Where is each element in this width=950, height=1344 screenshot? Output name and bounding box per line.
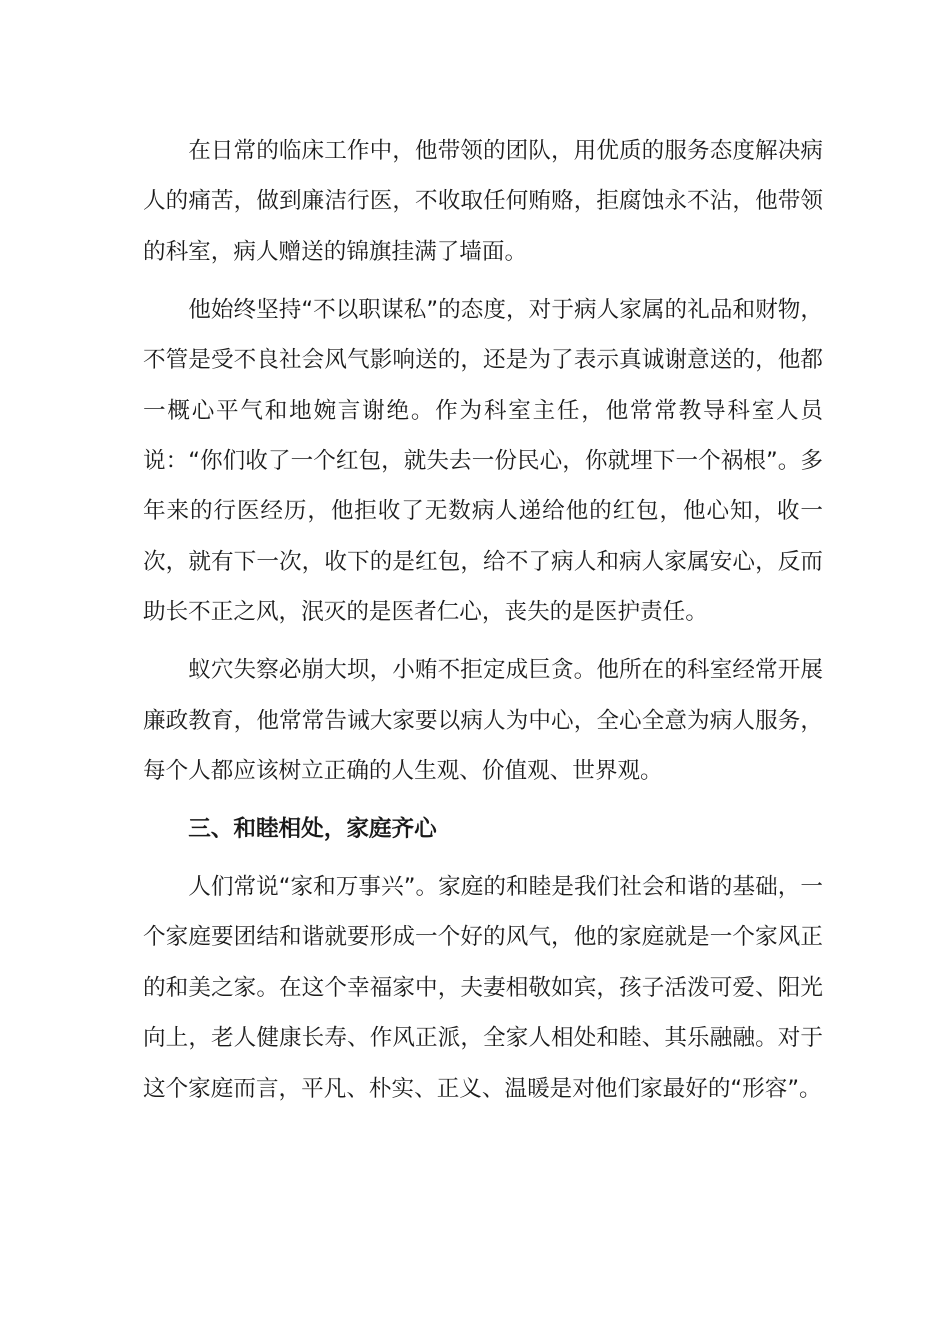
paragraph-integrity-education: 蚁穴失察必崩大坝，小贿不拒定成巨贪。他所在的科室经常开展廉政教育，他常常告诫大家要以病人为中心，全心全意为病人服务，每个人都应该树立正确的人生观、价值观、世界观。 [143, 657, 823, 785]
paragraph-family-harmony: 人们常说“家和万事兴”。家庭的和睦是我们社会和谐的基础，一个家庭要团结和谐就要形成一个好的风气，他的家庭就是一个家风正的和美之家。在这个幸福家中，夫妻相敬如宾，孩子活泼可爱、阳光向上，老人健康长寿、作风正派，全家人相处和睦、其乐融融。对于这个家庭而言，平凡、朴实、正义、温暖是对他们家最好的“形容”。 [143, 874, 823, 1102]
section-heading: 三、和睦相处，家庭齐心 [188, 816, 437, 843]
document-body [143, 126, 823, 1122]
paragraph-integrity-attitude: 他始终坚持“不以职谋私”的态度，对于病人家属的礼品和财物，不管是受不良社会风气影响送的，还是为了表示真诚谢意送的，他都一概心平气和地婉言谢绝。作为科室主任，他常常教导科室人员说：“你们收了一个红包，就失去一份民心，你就埋下一个祸根”。多年来的行医经历，他拒收了无数病人递给他的红包，他心知，收一次，就有下一次，收下的是红包，给不了病人和病人家属安心，反而助长不正之风，泯灭的是医者仁心，丧失的是医护责任。 [143, 296, 823, 626]
paragraph-clinical-work: 在日常的临床工作中，他带领的团队，用优质的服务态度解决病人的痛苦，做到廉洁行医，不收取任何贿赂，拒腐蚀永不沾，他带领的科室，病人赠送的锦旗挂满了墙面。 [143, 138, 823, 265]
